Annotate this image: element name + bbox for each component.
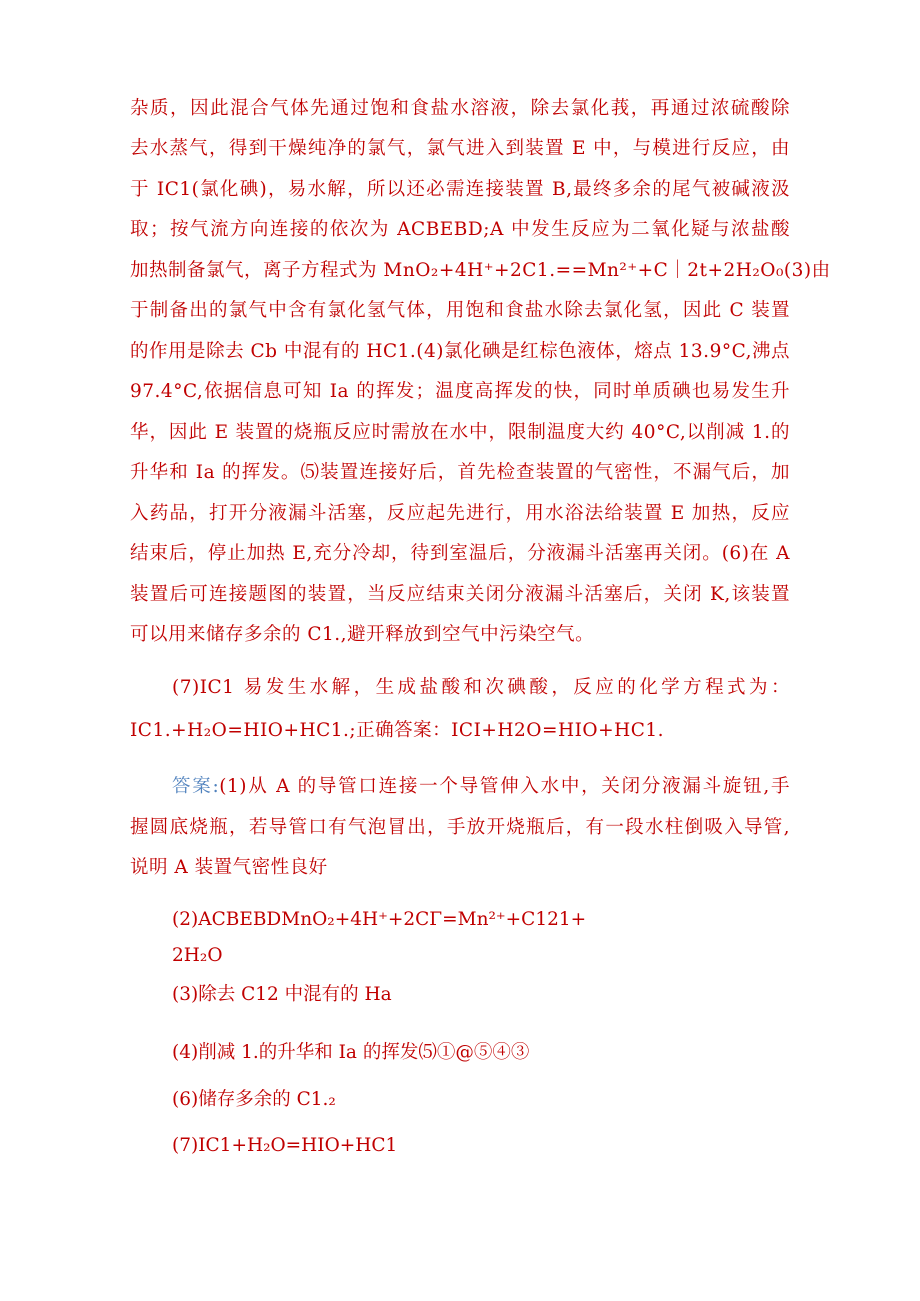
answer-item-7: (7)IC1+H₂O=HIO+HC1 [172, 1135, 398, 1156]
answer-label: 答案: [172, 776, 220, 797]
explanation-line: 升华和 Ia 的挥发。⑸装置连接好后，首先检查装置的气密性，不漏气后，加 [130, 462, 790, 483]
answer-line2: 握圆底烧瓶，若导管口有气泡冒出，手放开烧瓶后，有一段水柱倒吸入导管, [130, 817, 790, 838]
answer-item-2-cont: 2H₂O [172, 945, 223, 966]
answer-line1 [172, 774, 790, 800]
answer-item-6: (6)储存多余的 C1.₂ [172, 1089, 336, 1110]
explanation-line: 加热制备氯气，离子方程式为 MnO₂+4H⁺+2C1.==Mn²⁺+C｜2t+2H₂O₀(3)由 [130, 260, 831, 281]
answer-line3: 说明 A 装置气密性良好 [130, 857, 328, 878]
explanation-line: 于 IC1(氯化碘)，易水解，所以还必需连接装置 B,最终多余的尾气被碱液汲 [130, 179, 790, 200]
explanation-para7-line2: IC1.+H₂O=HIO+HC1.;正确答案：ICI+H2O=HIO+HC1. [130, 720, 665, 741]
explanation-line: 入药品，打开分液漏斗活塞，反应起先进行，用水浴法给装置 E 加热，反应 [130, 503, 790, 524]
explanation-line: 装置后可连接题图的装置，当反应结束关闭分液漏斗活塞后，关闭 K,该装置 [130, 584, 790, 605]
answer-item-2: (2)ACBEBDMnO₂+4H⁺+2CΓ=Mn²⁺+C121+ [172, 909, 587, 930]
explanation-line: 的作用是除去 Cb 中混有的 HC1.(4)氯化碘是红棕色液体，熔点 13.9°C,沸点 [130, 341, 790, 362]
explanation-line: 华，因此 E 装置的烧瓶反应时需放在水中，限制温度大约 40°C,以削减 1.的 [130, 422, 790, 443]
explanation-line: 97.4°C,依据信息可知 Ia 的挥发；温度高挥发的快，同时单质碘也易发生升 [130, 381, 790, 402]
explanation-line: 于制备出的氯气中含有氯化氢气体，用饱和食盐水除去氯化氢，因此 C 装置 [130, 300, 790, 321]
explanation-line: 可以用来储存多余的 C1.,避开释放到空气中污染空气。 [130, 624, 595, 645]
explanation-line: 结束后，停止加热 E,充分冷却，待到室温后，分液漏斗活塞再关闭。(6)在 A [130, 543, 790, 564]
explanation-para7-line1: (7)IC1 易发生水解，生成盐酸和次碘酸，反应的化学方程式为： [172, 677, 790, 698]
explanation-line: 去水蒸气，得到干燥纯净的氯气，氯气进入到装置 E 中，与模进行反应，由 [130, 138, 790, 159]
explanation-line: 取；按气流方向连接的依次为 ACBEBD;A 中发生反应为二氧化疑与浓盐酸 [130, 219, 790, 240]
answer-line1-text: (1)从 A 的导管口连接一个导管伸入水中，关闭分液漏斗旋钮,手 [219, 776, 791, 797]
answer-item-3: (3)除去 C12 中混有的 Ha [172, 984, 392, 1005]
explanation-line: 杂质，因此混合气体先通过饱和食盐水溶液，除去氯化莪，再通过浓硫酸除 [130, 98, 790, 119]
answer-item-4-5: (4)削减 1.的升华和 Ia 的挥发⑸①@⑤④③ [172, 1042, 530, 1063]
